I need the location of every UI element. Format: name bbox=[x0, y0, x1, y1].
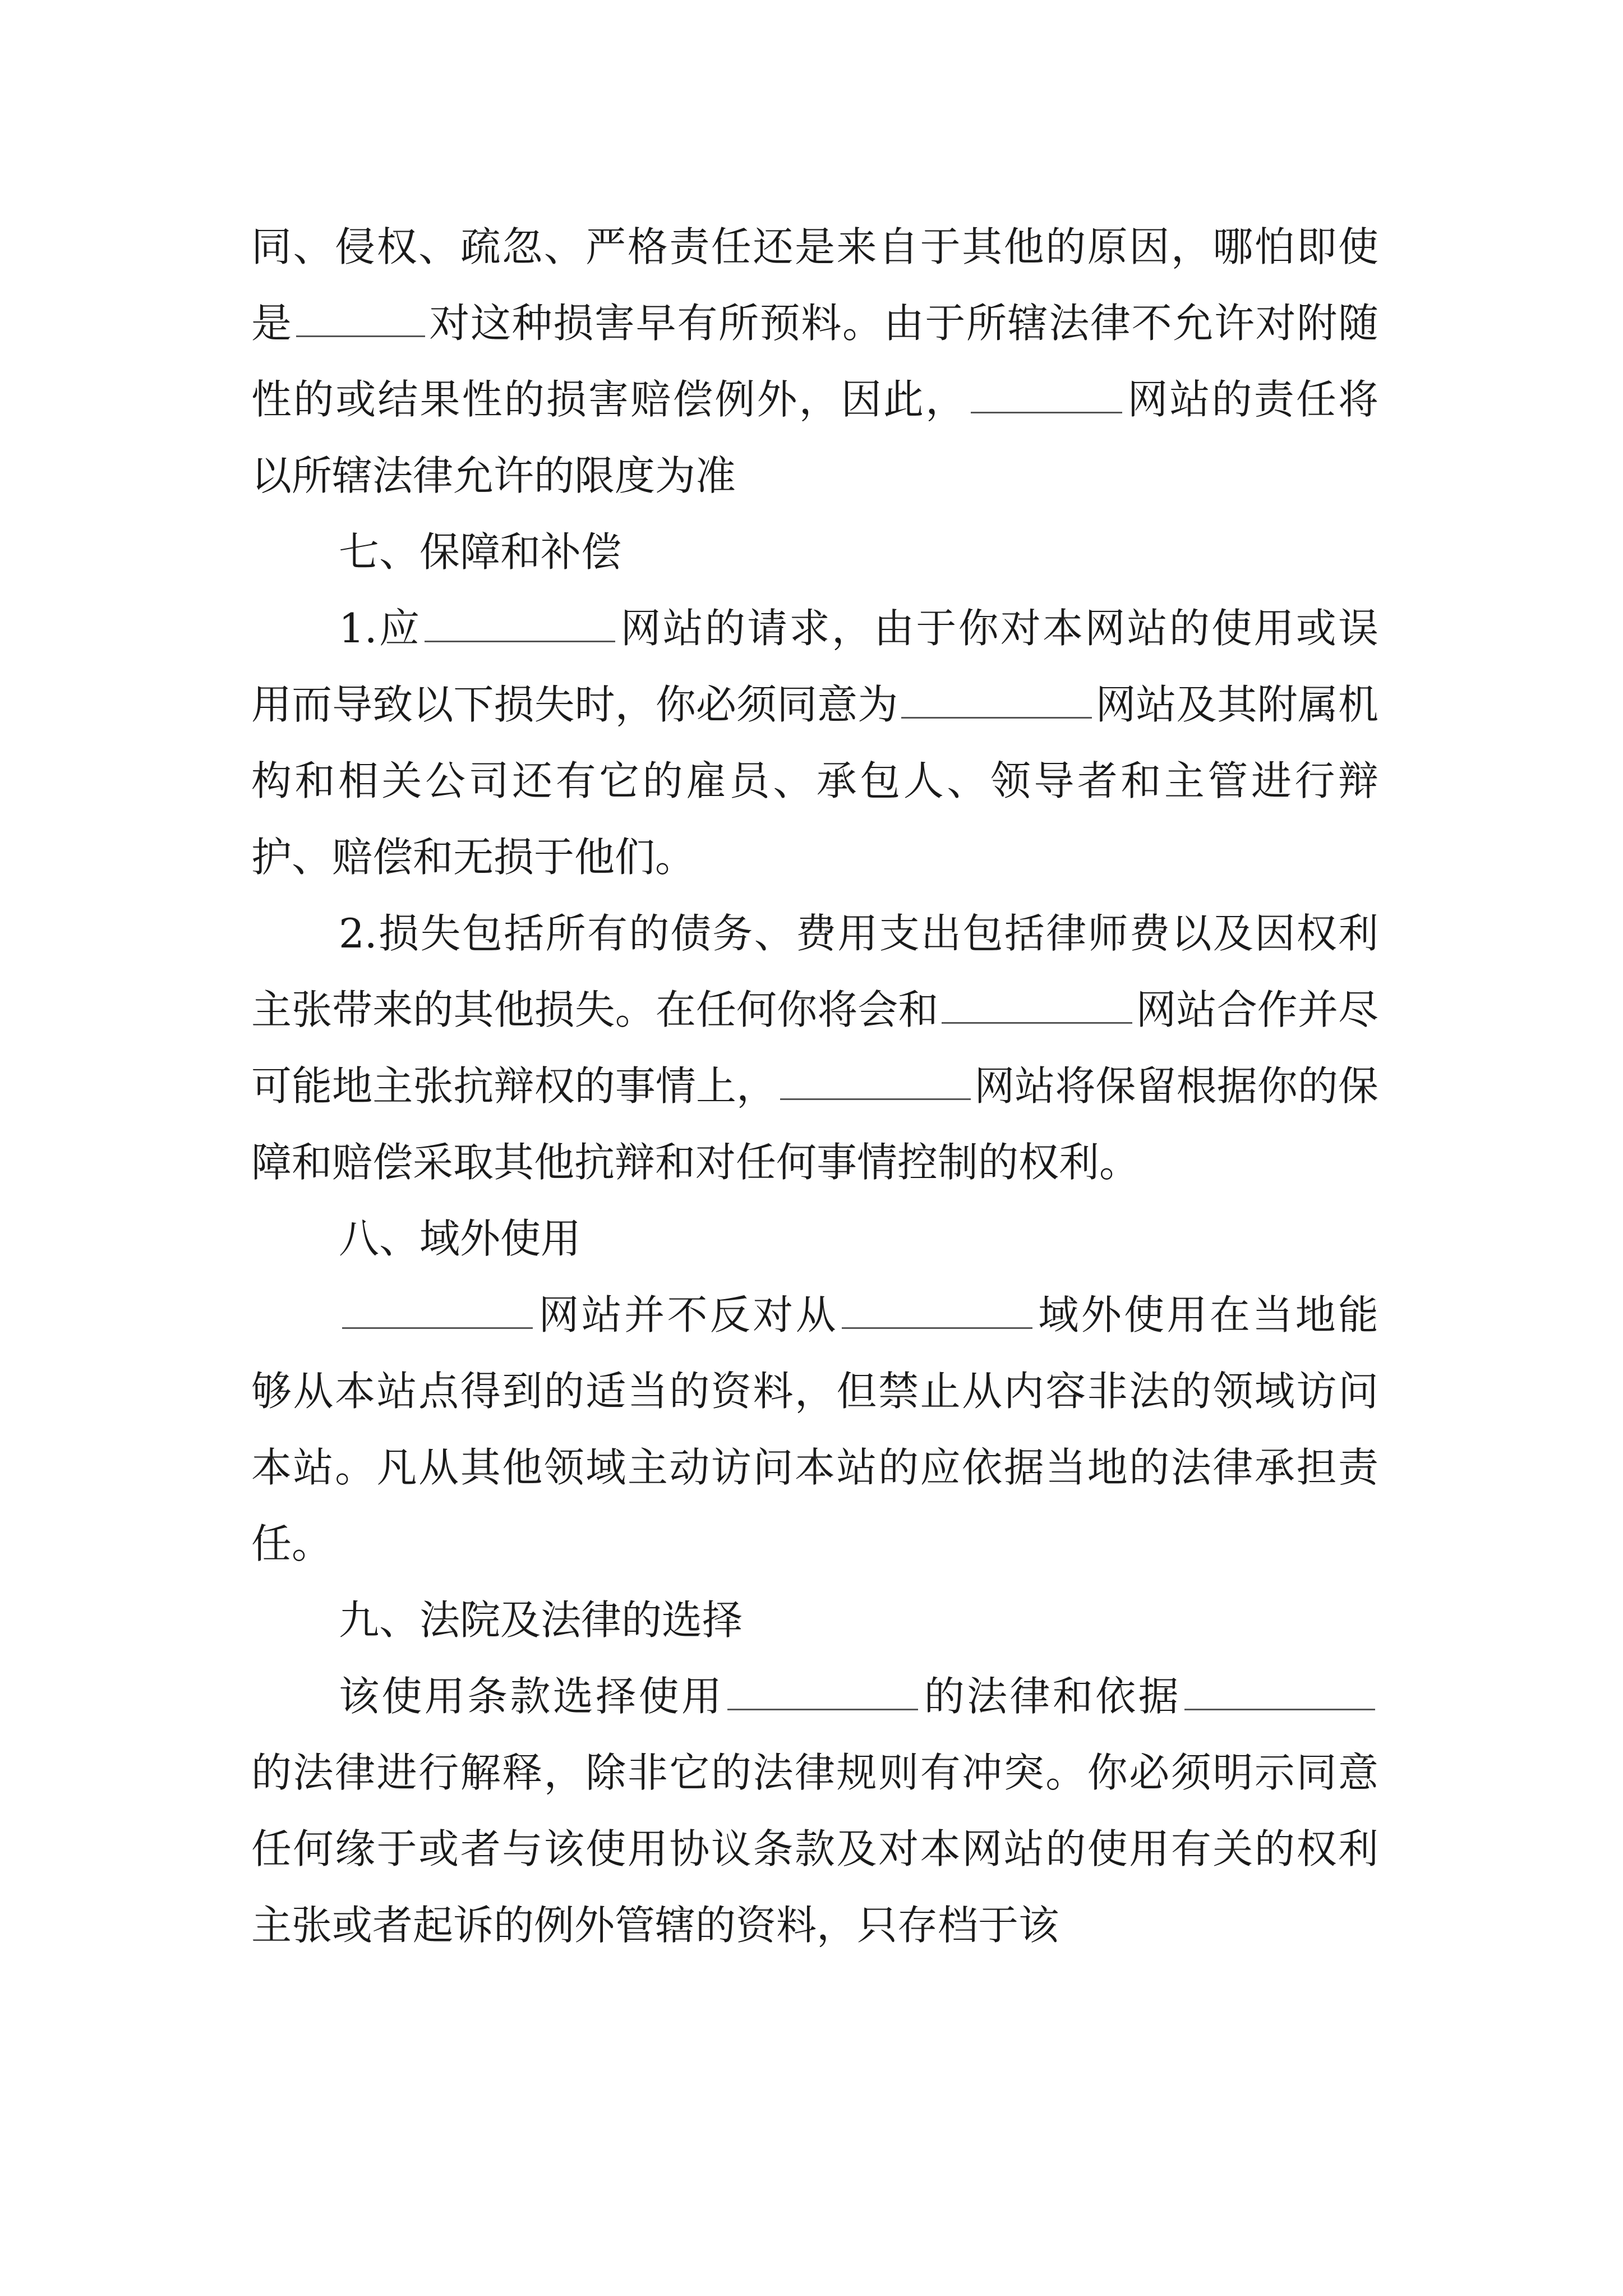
blank-field[interactable] bbox=[727, 1675, 918, 1710]
paragraph-9: 该使用条款选择使用 的法律和依据的法律进行解释，除非它的法律规则有冲突。你必须明示同意任何缘于或者与该使用协议条款及对本网站的使用有关的权利主张或者起诉的例外管辖的资料，只存档于该 bbox=[251, 1673, 1378, 1949]
blank-field[interactable] bbox=[425, 607, 615, 642]
paragraph-7-1: 1.应 网站的请求，由于你对本网站的使用或误用而导致以下损失时，你必须同意为 网站及其附属机构和相关公司还有它的雇员、承包人、领导者和主管进行辩护、赔偿和无损于他们。 bbox=[251, 605, 1378, 881]
section-heading-7: 七、保障和补偿 bbox=[339, 528, 622, 576]
blank-field[interactable] bbox=[1184, 1675, 1375, 1710]
section-heading-8: 八、域外使用 bbox=[339, 1215, 582, 1262]
blank-field[interactable] bbox=[901, 683, 1092, 719]
blank-field[interactable] bbox=[842, 1294, 1032, 1329]
document-body bbox=[251, 209, 1378, 1963]
paragraph-7-2: 2.损失包括所有的债务、费用支出包括律师费以及因权利主张带来的其他损失。在任何你将会和 网站合作并尽可能地主张抗辩权的事情上， 网站将保留根据你的保障和赔偿采取其他抗辩和对任何事情控制的权利。 bbox=[251, 910, 1378, 1186]
blank-field[interactable] bbox=[942, 988, 1132, 1024]
blank-field[interactable] bbox=[342, 1294, 533, 1329]
blank-field[interactable] bbox=[296, 302, 425, 337]
paragraph-8: 网站并不反对从 域外使用在当地能够从本站点得到的适当的资料，但禁止从内容非法的领域访问本站。凡从其他领域主动访问本站的应依据当地的法律承担责任。 bbox=[251, 1291, 1378, 1567]
paragraph-liability-continued: 同、侵权、疏忽、严格责任还是来自于其他的原因，哪怕即使是 对这种损害早有所预料。由于所辖法律不允许对附随性的或结果性的损害赔偿例外，因此， 网站的责任将以所辖法律允许的限度为准 bbox=[251, 223, 1378, 499]
blank-field[interactable] bbox=[780, 1065, 971, 1100]
section-heading-9: 九、法院及法律的选择 bbox=[339, 1596, 743, 1644]
blank-field[interactable] bbox=[971, 378, 1122, 413]
